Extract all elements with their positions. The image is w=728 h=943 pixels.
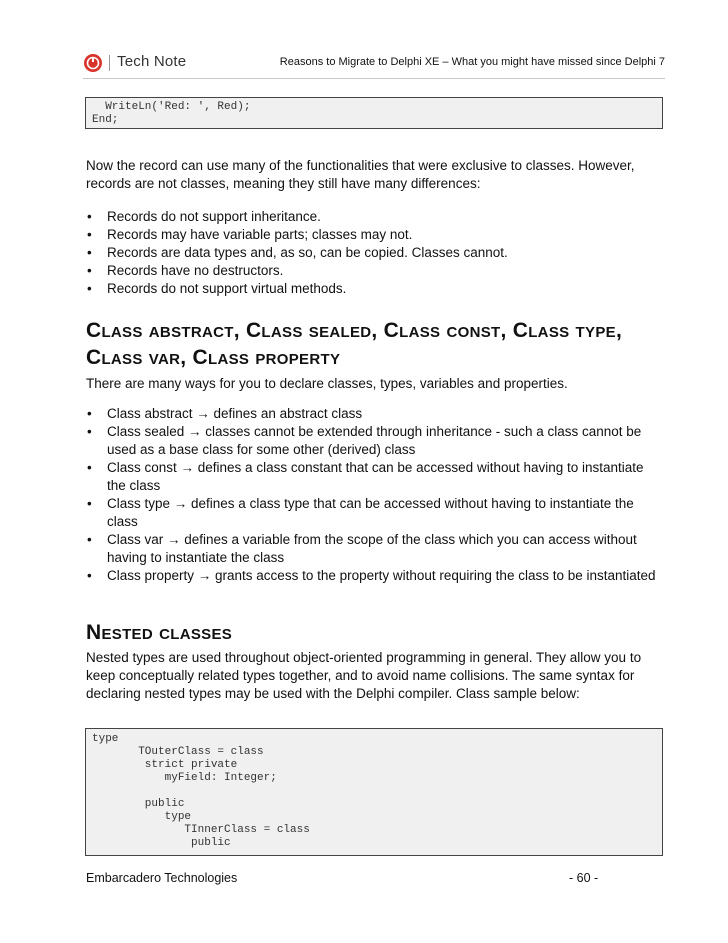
code-line: myField: Integer;	[92, 772, 277, 784]
records-bullet-list	[86, 208, 666, 298]
page-header	[83, 52, 665, 78]
list-item: • Records do not support virtual methods.	[87, 281, 347, 296]
class-paragraph: There are many ways for you to declare classes, types, variables and properties.	[86, 376, 568, 391]
code-line: type	[92, 733, 119, 745]
code-block-top	[85, 97, 663, 129]
code-line: type	[92, 811, 192, 823]
code-line: public	[92, 798, 185, 810]
list-item: • Records do not support inheritance.	[87, 209, 321, 224]
code-line: public	[92, 837, 231, 849]
tech-note-logo-icon	[83, 53, 103, 73]
code-line: End;	[92, 114, 119, 126]
list-item: • Records may have variable parts; classes may not.	[87, 227, 413, 242]
code-line: WriteLn('Red: ', Red);	[92, 101, 251, 113]
class-bullet-list	[86, 405, 666, 585]
list-item: • Class property → grants access to the property without requiring the class to be instantiated	[87, 568, 656, 583]
section-heading-class-line1: Class abstract, Class sealed, Class const, Class type,	[86, 319, 623, 342]
header-title: Reasons to Migrate to Delphi XE – What you might have missed since Delphi 7	[279, 56, 665, 68]
code-block-nested	[85, 728, 663, 856]
logo-text: Tech Note	[117, 53, 187, 70]
intro-paragraph: Now the record can use many of the functionalities that were exclusive to classes. However, records are not classes, meaning they still have many differences:	[86, 158, 635, 191]
code-line: TInnerClass = class	[92, 824, 310, 836]
logo-divider	[109, 55, 110, 71]
code-line: strict private	[92, 759, 238, 771]
footer-company: Embarcadero Technologies	[86, 871, 238, 885]
nested-paragraph: Nested types are used throughout object-oriented programming in general. They allow you to keep conceptually related types together, and to avoid name collisions. The same syntax for declaring nested types may be used with the Delphi compiler. Class sample below:	[86, 650, 642, 701]
list-item: • Class var → defines a variable from the scope of the class which you can access without having to instantiate the class	[87, 532, 637, 565]
list-item: • Records have no destructors.	[87, 263, 284, 278]
footer-page-number: - 60 -	[569, 871, 599, 885]
list-item: • Class const → defines a class constant that can be accessed without having to instantiate the class	[87, 460, 644, 493]
section-heading-class-line2: Class var, Class property	[86, 346, 341, 369]
header-rule	[83, 78, 665, 79]
list-item: • Records are data types and, as so, can be copied. Classes cannot.	[87, 245, 508, 260]
list-item: • Class sealed → classes cannot be extended through inheritance - such a class cannot be used as a base class for some other (derived) class	[87, 424, 642, 457]
code-line: TOuterClass = class	[92, 746, 264, 758]
section-heading-nested: Nested classes	[86, 621, 233, 644]
list-item: • Class type → defines a class type that can be accessed without having to instantiate the class	[87, 496, 634, 529]
list-item: • Class abstract → defines an abstract class	[87, 406, 363, 421]
